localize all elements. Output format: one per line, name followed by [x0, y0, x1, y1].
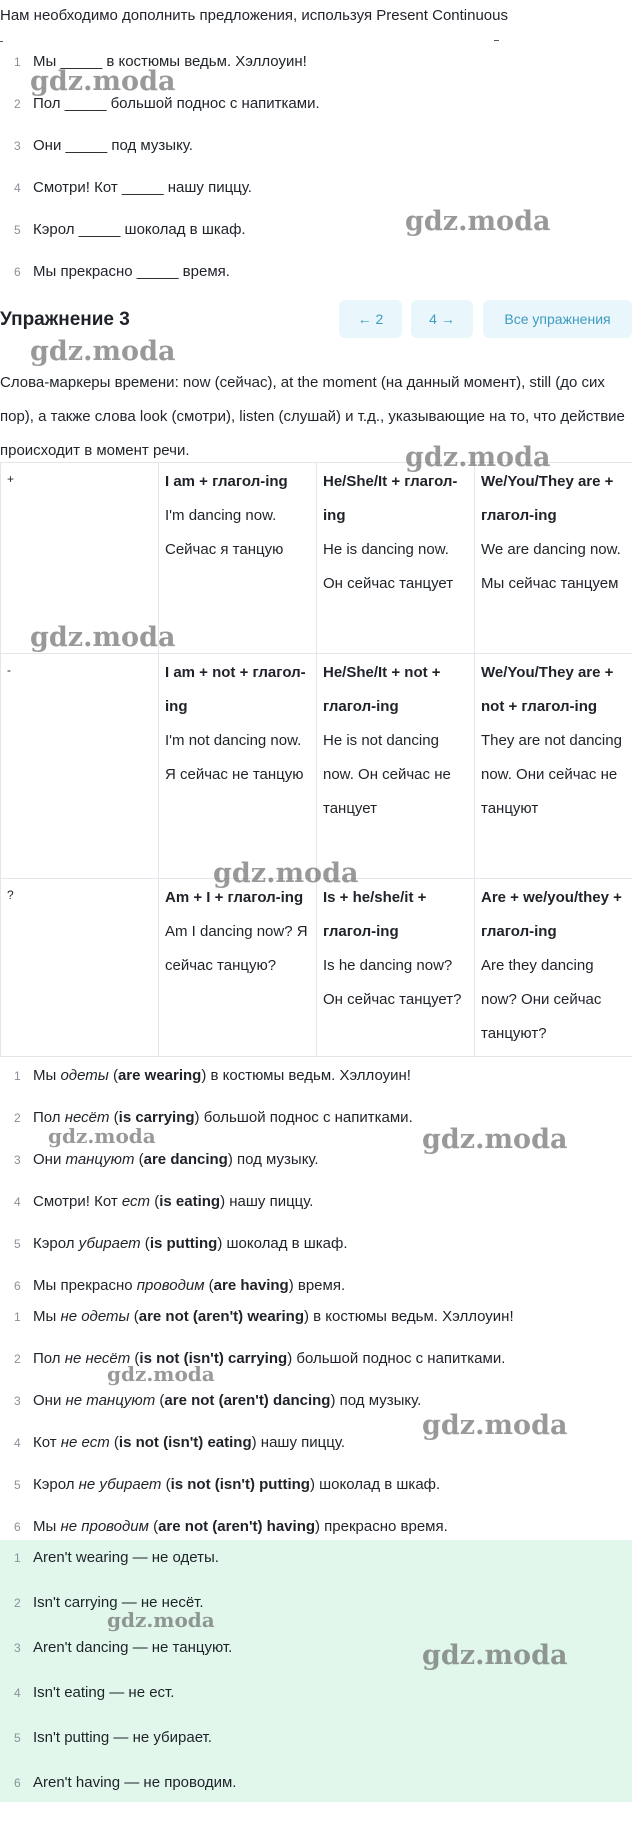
item-text: Мы _____ в костюмы ведьм. Хэллоуин!: [33, 53, 307, 70]
list-item: [0, 220, 632, 262]
item-english-verb: is not (isn't) putting: [170, 1476, 310, 1493]
item-russian-verb: не ест: [60, 1434, 110, 1451]
item-text: Aren't wearing — не одеты.: [33, 1549, 219, 1566]
item-text-before: Кэрол: [33, 1235, 79, 1252]
list-item: [0, 1728, 632, 1773]
item-english-verb: is not (isn't) eating: [118, 1434, 252, 1451]
item-text-before: Мы: [33, 1518, 61, 1535]
item-text: Isn't carrying — не несёт.: [33, 1594, 204, 1611]
item-text: Мы прекрасно _____ время.: [33, 263, 230, 280]
watermark: gdz.moda: [422, 1410, 568, 1441]
item-number: 3: [14, 139, 21, 153]
item-russian-verb: не танцуют: [65, 1392, 156, 1409]
item-text-before: Пол: [33, 1109, 65, 1126]
item-number: 5: [14, 223, 21, 237]
item-number: 6: [14, 1776, 21, 1790]
item-number: 1: [14, 1069, 21, 1083]
item-russian-verb: ест: [121, 1193, 151, 1210]
cell-formula: We/You/They are + not + глагол-ing: [481, 664, 614, 715]
item-text: Они _____ под музыку.: [33, 137, 193, 154]
item-text-after: большой поднос с напитками.: [292, 1350, 506, 1367]
item-english-verb: is carrying: [118, 1109, 195, 1126]
item-text-before: Мы: [33, 1308, 61, 1325]
item-text-after: прекрасно время.: [320, 1518, 448, 1535]
list-item: 1 Мы не одеты (are not (aren't) wearing) в костюмы ведьм. Хэллоуин!: [14, 1308, 514, 1325]
table-cell: [159, 879, 317, 1057]
item-number: 4: [14, 1686, 21, 1700]
watermark: gdz.moda: [30, 622, 176, 653]
negative-answers-list: [0, 1307, 632, 1559]
item-russian-verb: убирает: [78, 1235, 141, 1252]
watermark: gdz.moda: [405, 442, 551, 473]
item-number: 6: [14, 1279, 21, 1293]
item-english-verb: is putting: [149, 1235, 218, 1252]
item-text-after: нашу пиццу.: [225, 1193, 314, 1210]
row-sign: -: [1, 654, 159, 879]
item-number: 6: [14, 265, 21, 279]
all-exercises-button[interactable]: Все упражнения: [483, 300, 632, 338]
cell-formula: Are + we/you/they + глагол-ing: [481, 889, 622, 940]
watermark: gdz.moda: [30, 336, 176, 367]
list-item: 4 Кот не ест (is not (isn't) eating) нашу пиццу.: [14, 1434, 345, 1451]
item-text-after: большой поднос с напитками.: [199, 1109, 413, 1126]
item-russian-verb: несёт: [64, 1109, 110, 1126]
list-item: [0, 1593, 632, 1638]
item-number: 2: [14, 1111, 21, 1125]
next-exercise-button[interactable]: 4 →: [411, 300, 473, 338]
intro-text: Нам необходимо дополнить предложения, используя Present Continuous: [0, 7, 508, 24]
item-text: Смотри! Кот _____ нашу пиццу.: [33, 179, 252, 196]
list-item: 2 Пол не несёт (is not (isn't) carrying) большой поднос с напитками.: [14, 1350, 506, 1367]
item-russian-verb: не несёт: [64, 1350, 131, 1367]
cell-example: He is not dancing now. Он сейчас не танцует: [323, 732, 451, 817]
watermark: gdz.moda: [107, 1362, 215, 1386]
item-russian-verb: не проводим: [60, 1518, 149, 1535]
item-number: 5: [14, 1237, 21, 1251]
item-text-after: в костюмы ведьм. Хэллоуин!: [206, 1067, 411, 1084]
prev-exercise-button[interactable]: ← 2: [339, 300, 402, 338]
item-text: Aren't having — не проводим.: [33, 1774, 237, 1791]
watermark: gdz.moda: [48, 1124, 156, 1148]
row-sign: +: [1, 463, 159, 654]
item-english-verb: are having: [213, 1277, 289, 1294]
item-russian-verb: не одеты: [60, 1308, 130, 1325]
list-item: [0, 1638, 632, 1683]
list-item: 6 Мы прекрасно проводим (are having) время.: [14, 1277, 346, 1294]
item-text: Isn't putting — не убирает.: [33, 1729, 212, 1746]
list-item: [0, 1548, 632, 1593]
item-text-before: Пол: [33, 1350, 65, 1367]
item-english-verb: is eating: [159, 1193, 221, 1210]
cell-example: Is he dancing now? Он сейчас танцует?: [323, 957, 462, 1008]
table-cell: [475, 654, 632, 879]
item-text-after: шоколад в шкаф.: [314, 1476, 441, 1493]
item-text: Пол _____ большой поднос с напитками.: [33, 95, 320, 112]
list-item: 5 Кэрол убирает (is putting) шоколад в шкаф.: [14, 1235, 348, 1252]
item-number: 2: [14, 1352, 21, 1366]
list-item: [0, 52, 632, 94]
explanation-paragraph: Слова-маркеры времени: now (сейчас), at the moment (на данный момент), still (до сих пор), а также слова look (смотри), listen (слушай) и т.д., указывающие на то, что действие происходит в момент речи.: [0, 374, 625, 459]
item-english-verb: is not (isn't) carrying: [139, 1350, 288, 1367]
list-item: 2 Пол несёт (is carrying) большой поднос с напитками.: [14, 1109, 413, 1126]
item-number: 3: [14, 1641, 21, 1655]
table-cell: [317, 463, 475, 654]
list-item: 4 Смотри! Кот ест (is eating) нашу пиццу.: [14, 1193, 314, 1210]
item-text-before: Смотри! Кот: [33, 1193, 122, 1210]
item-number: 4: [14, 1436, 21, 1450]
item-text-before: Они: [33, 1151, 66, 1168]
cell-formula: Am + I + глагол-ing: [165, 889, 304, 906]
watermark: gdz.moda: [422, 1640, 568, 1671]
cell-example: Am I dancing now? Я сейчас танцую?: [165, 923, 308, 974]
cell-formula: Is + he/she/it + глагол-ing: [323, 889, 427, 940]
item-number: 1: [14, 1551, 21, 1565]
item-russian-verb: не убирает: [78, 1476, 162, 1493]
table-cell: [159, 463, 317, 654]
table-cell: [317, 654, 475, 879]
watermark: gdz.moda: [422, 1124, 568, 1155]
watermark: gdz.moda: [30, 66, 176, 97]
item-text-before: Мы: [33, 1067, 61, 1084]
item-number: 4: [14, 181, 21, 195]
list-item: [0, 1683, 632, 1728]
blank-sentences-list: [0, 52, 632, 304]
item-number: 2: [14, 1596, 21, 1610]
divider: [494, 40, 499, 41]
cell-example: He is dancing now. Он сейчас танцует: [323, 541, 454, 592]
table-cell: [159, 654, 317, 879]
item-text-after: под музыку.: [232, 1151, 319, 1168]
cell-example: Are they dancing now? Они сейчас танцуют?: [481, 957, 602, 1042]
row-sign: ?: [1, 879, 159, 1057]
item-number: 2: [14, 97, 21, 111]
item-text-before: Мы прекрасно: [33, 1277, 137, 1294]
list-item: [0, 262, 632, 304]
item-text-before: Они: [33, 1392, 66, 1409]
cell-formula: I am + not + глагол-ing: [165, 664, 306, 715]
item-english-verb: are not (aren't) wearing: [138, 1308, 304, 1325]
item-text-before: Кот: [33, 1434, 61, 1451]
cell-formula: We/You/They are + глагол-ing: [481, 473, 614, 524]
list-item: [0, 1773, 632, 1818]
item-text-after: время.: [293, 1277, 346, 1294]
table-row: [1, 879, 632, 1057]
list-item: 3 Они танцуют (are dancing) под музыку.: [14, 1151, 319, 1168]
list-item: [0, 136, 632, 178]
cell-example: They are not dancing now. Они сейчас не танцуют: [481, 732, 622, 817]
item-text: Кэрол _____ шоколад в шкаф.: [33, 221, 246, 238]
divider: [0, 41, 3, 42]
list-item: 5 Кэрол не убирает (is not (isn't) putting) шоколад в шкаф.: [14, 1476, 441, 1493]
item-english-verb: are not (aren't) having: [158, 1518, 316, 1535]
item-english-verb: are wearing: [117, 1067, 202, 1084]
item-russian-verb: танцуют: [65, 1151, 135, 1168]
item-number: 6: [14, 1520, 21, 1534]
watermark: gdz.moda: [405, 206, 551, 237]
answers-list: [0, 1066, 632, 1318]
item-number: 5: [14, 1731, 21, 1745]
watermark: gdz.moda: [107, 1608, 215, 1632]
exercise-heading: Упражнение 3: [0, 309, 130, 330]
item-russian-verb: проводим: [136, 1277, 205, 1294]
short-answers-list: [0, 1548, 632, 1818]
list-item: 6 Мы не проводим (are not (aren't) having) прекрасно время.: [14, 1518, 448, 1535]
item-russian-verb: одеты: [60, 1067, 109, 1084]
cell-example: We are dancing now. Мы сейчас танцуем: [481, 541, 621, 592]
item-number: 3: [14, 1394, 21, 1408]
list-item: [0, 178, 632, 220]
item-text: Isn't eating — не ест.: [33, 1684, 175, 1701]
item-number: 1: [14, 1310, 21, 1324]
watermark: gdz.moda: [213, 858, 359, 889]
list-item: [0, 94, 632, 136]
cell-formula: He/She/It + глагол-ing: [323, 473, 458, 524]
item-number: 1: [14, 55, 21, 69]
item-text-after: в костюмы ведьм. Хэллоуин!: [309, 1308, 514, 1325]
table-cell: [475, 879, 632, 1057]
cell-example: I'm dancing now. Сейчас я танцую: [165, 507, 284, 558]
list-item: 3 Они не танцуют (are not (aren't) dancing) под музыку.: [14, 1392, 422, 1409]
list-item: 1 Мы одеты (are wearing) в костюмы ведьм. Хэллоуин!: [14, 1067, 411, 1084]
cell-formula: He/She/It + not + глагол-ing: [323, 664, 441, 715]
item-text-after: шоколад в шкаф.: [222, 1235, 348, 1252]
item-text: Aren't dancing — не танцуют.: [33, 1639, 233, 1656]
table-row: [1, 654, 632, 879]
item-number: 3: [14, 1153, 21, 1167]
item-text-after: под музыку.: [335, 1392, 422, 1409]
table-cell: [475, 463, 632, 654]
grammar-table: [0, 462, 632, 1057]
item-text-after: нашу пиццу.: [256, 1434, 345, 1451]
table-cell: [317, 879, 475, 1057]
item-text-before: Кэрол: [33, 1476, 79, 1493]
item-number: 4: [14, 1195, 21, 1209]
item-english-verb: are dancing: [143, 1151, 228, 1168]
item-english-verb: are not (aren't) dancing: [164, 1392, 331, 1409]
table-row: [1, 463, 632, 654]
cell-formula: I am + глагол-ing: [165, 473, 288, 490]
cell-example: I'm not dancing now. Я сейчас не танцую: [165, 732, 304, 783]
item-number: 5: [14, 1478, 21, 1492]
